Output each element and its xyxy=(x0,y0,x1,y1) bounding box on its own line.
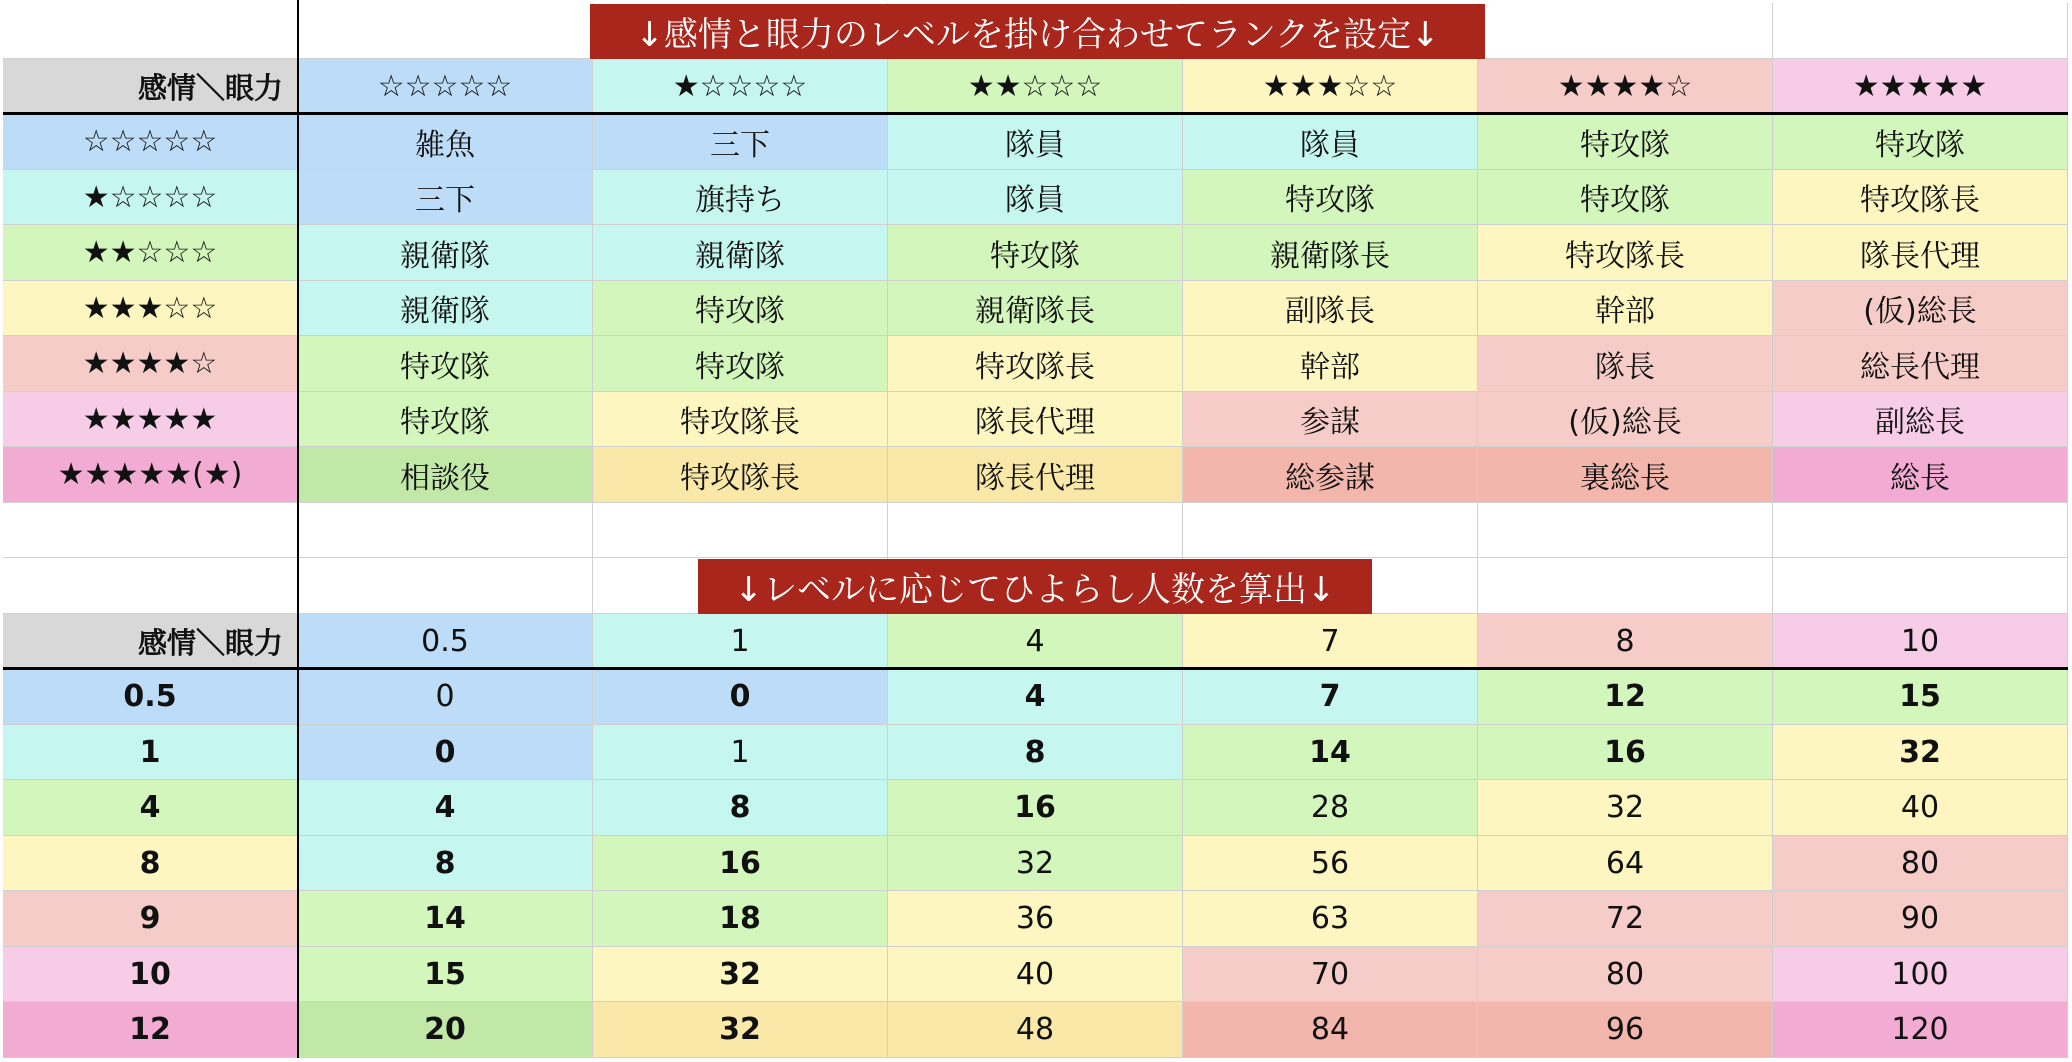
table-cell[interactable]: 裏総長 xyxy=(1478,447,1773,503)
table-cell[interactable]: 32 xyxy=(1773,725,2068,780)
table-cell[interactable]: 4 xyxy=(298,780,593,836)
empty-cell[interactable] xyxy=(593,503,888,558)
table-cell[interactable]: 特攻隊 xyxy=(593,281,888,336)
table-cell[interactable]: 参謀 xyxy=(1183,392,1478,447)
table-cell[interactable]: (仮)総長 xyxy=(1478,392,1773,447)
empty-cell[interactable] xyxy=(1183,503,1478,558)
table-cell[interactable]: 隊員 xyxy=(888,114,1183,170)
column-header[interactable]: ★★★★☆ xyxy=(1478,59,1773,114)
table-cell[interactable]: 4 xyxy=(888,669,1183,725)
table-cell[interactable]: 72 xyxy=(1478,891,1773,947)
row-header[interactable]: 1 xyxy=(3,725,298,780)
row-header[interactable]: 9 xyxy=(3,891,298,947)
table-cell[interactable]: 15 xyxy=(298,947,593,1002)
empty-cell[interactable] xyxy=(1478,558,1773,614)
table-cell[interactable]: 12 xyxy=(1478,669,1773,725)
row-header[interactable]: ★★★☆☆ xyxy=(3,281,298,336)
row-header[interactable]: ★★★★★ xyxy=(3,392,298,447)
table-cell[interactable]: 80 xyxy=(1773,836,2068,891)
table-cell[interactable]: 84 xyxy=(1183,1002,1478,1058)
table-cell[interactable]: 8 xyxy=(593,780,888,836)
table-cell[interactable]: 100 xyxy=(1773,947,2068,1002)
table-cell[interactable]: 15 xyxy=(1773,669,2068,725)
table-cell[interactable]: 特攻隊長 xyxy=(1478,225,1773,281)
table-cell[interactable]: 特攻隊 xyxy=(1478,114,1773,170)
table-cell[interactable]: 64 xyxy=(1478,836,1773,891)
table-cell[interactable]: 56 xyxy=(1183,836,1478,891)
table-cell[interactable]: 36 xyxy=(888,891,1183,947)
table-cell[interactable]: 96 xyxy=(1478,1002,1773,1058)
row-header[interactable]: ★★★★☆ xyxy=(3,336,298,392)
table-cell[interactable]: 48 xyxy=(888,1002,1183,1058)
column-header[interactable]: ★★★★★ xyxy=(1773,59,2068,114)
table-cell[interactable]: 総参謀 xyxy=(1183,447,1478,503)
column-header[interactable]: 0.5 xyxy=(298,614,593,669)
table-cell[interactable]: 隊長代理 xyxy=(888,392,1183,447)
row-header[interactable]: 10 xyxy=(3,947,298,1002)
table-cell[interactable]: 8 xyxy=(888,725,1183,780)
empty-cell[interactable] xyxy=(298,558,593,614)
rank-table-banner: ↓感情と眼力のレベルを掛け合わせてランクを設定↓ xyxy=(590,4,1485,59)
table-cell[interactable]: 副総長 xyxy=(1773,392,2068,447)
table-cell[interactable]: 隊員 xyxy=(1183,114,1478,170)
empty-cell[interactable] xyxy=(888,503,1183,558)
table-cell[interactable]: 70 xyxy=(1183,947,1478,1002)
table-cell[interactable]: 1 xyxy=(593,725,888,780)
table-cell[interactable]: 32 xyxy=(593,947,888,1002)
table-cell[interactable]: 親衛隊長 xyxy=(888,281,1183,336)
table-cell[interactable]: 特攻隊長 xyxy=(593,392,888,447)
table-cell[interactable]: 120 xyxy=(1773,1002,2068,1058)
table-cell[interactable]: 副隊長 xyxy=(1183,281,1478,336)
table-cell[interactable]: 雑魚 xyxy=(298,114,593,170)
table-cell[interactable]: 旗持ち xyxy=(593,170,888,225)
column-header[interactable]: 1 xyxy=(593,614,888,669)
row-header[interactable]: ★★★★★(★) xyxy=(3,447,298,503)
column-header[interactable]: 4 xyxy=(888,614,1183,669)
table-cell[interactable]: 0 xyxy=(298,725,593,780)
table-cell[interactable]: 特攻隊長 xyxy=(888,336,1183,392)
table-cell[interactable]: 親衛隊 xyxy=(298,225,593,281)
row-header[interactable]: 8 xyxy=(3,836,298,891)
column-divider xyxy=(297,0,299,1058)
empty-cell[interactable] xyxy=(1478,3,1773,59)
table-cell[interactable]: 0 xyxy=(298,669,593,725)
table-cell[interactable]: 32 xyxy=(888,836,1183,891)
table-cell[interactable]: 特攻隊長 xyxy=(1773,170,2068,225)
row-header[interactable]: ★☆☆☆☆ xyxy=(3,170,298,225)
table-cell[interactable]: 40 xyxy=(1773,780,2068,836)
table-cell[interactable]: 63 xyxy=(1183,891,1478,947)
empty-cell[interactable] xyxy=(1773,503,2068,558)
table-cell[interactable]: 親衛隊長 xyxy=(1183,225,1478,281)
table-cell[interactable]: 特攻隊 xyxy=(298,392,593,447)
table-cell[interactable]: 特攻隊 xyxy=(888,225,1183,281)
table-cell[interactable]: 総長 xyxy=(1773,447,2068,503)
table-cell[interactable]: 特攻隊 xyxy=(1773,114,2068,170)
table-cell[interactable]: 隊長 xyxy=(1478,336,1773,392)
table-cell[interactable]: 0 xyxy=(593,669,888,725)
empty-cell[interactable] xyxy=(1773,3,2068,59)
column-header[interactable]: 10 xyxy=(1773,614,2068,669)
table-cell[interactable]: 相談役 xyxy=(298,447,593,503)
table-cell[interactable]: 三下 xyxy=(298,170,593,225)
table-cell[interactable]: 18 xyxy=(593,891,888,947)
table-cell[interactable]: 幹部 xyxy=(1478,281,1773,336)
empty-cell[interactable] xyxy=(1773,558,2068,614)
table-cell[interactable]: 16 xyxy=(1478,725,1773,780)
table-cell[interactable]: 隊長代理 xyxy=(1773,225,2068,281)
row-header[interactable]: 12 xyxy=(3,1002,298,1058)
table-cell[interactable]: 7 xyxy=(1183,669,1478,725)
table-cell[interactable]: (仮)総長 xyxy=(1773,281,2068,336)
corner-header[interactable]: 感情＼眼力 xyxy=(3,614,298,669)
table-cell[interactable]: 20 xyxy=(298,1002,593,1058)
row-header[interactable]: 0.5 xyxy=(3,669,298,725)
table-cell[interactable]: 総長代理 xyxy=(1773,336,2068,392)
header-divider xyxy=(3,667,2068,670)
table-cell[interactable]: 40 xyxy=(888,947,1183,1002)
header-divider xyxy=(3,112,2068,115)
table-cell[interactable]: 特攻隊 xyxy=(298,336,593,392)
table-cell[interactable]: 特攻隊 xyxy=(1478,170,1773,225)
table-cell[interactable]: 32 xyxy=(1478,780,1773,836)
column-header[interactable]: ☆☆☆☆☆ xyxy=(298,59,593,114)
table-cell[interactable]: 16 xyxy=(888,780,1183,836)
table-cell[interactable]: 特攻隊 xyxy=(593,336,888,392)
column-header[interactable]: ★★★☆☆ xyxy=(1183,59,1478,114)
table-cell[interactable]: 幹部 xyxy=(1183,336,1478,392)
table-cell[interactable]: 特攻隊長 xyxy=(593,447,888,503)
table-cell[interactable]: 80 xyxy=(1478,947,1773,1002)
row-header[interactable]: ★★☆☆☆ xyxy=(3,225,298,281)
table-cell[interactable]: 90 xyxy=(1773,891,2068,947)
table-cell[interactable]: 8 xyxy=(298,836,593,891)
table-cell[interactable]: 14 xyxy=(298,891,593,947)
column-header[interactable]: ★★☆☆☆ xyxy=(888,59,1183,114)
table-cell[interactable]: 親衛隊 xyxy=(593,225,888,281)
table-cell[interactable]: 16 xyxy=(593,836,888,891)
row-header[interactable]: ☆☆☆☆☆ xyxy=(3,114,298,170)
column-header[interactable]: ★☆☆☆☆ xyxy=(593,59,888,114)
empty-cell[interactable] xyxy=(298,503,593,558)
empty-cell[interactable] xyxy=(3,503,298,558)
table-cell[interactable]: 三下 xyxy=(593,114,888,170)
table-cell[interactable]: 親衛隊 xyxy=(298,281,593,336)
table-cell[interactable]: 28 xyxy=(1183,780,1478,836)
row-header[interactable]: 4 xyxy=(3,780,298,836)
corner-header[interactable]: 感情＼眼力 xyxy=(3,59,298,114)
table-cell[interactable]: 隊長代理 xyxy=(888,447,1183,503)
empty-cell[interactable] xyxy=(3,3,298,59)
column-header[interactable]: 7 xyxy=(1183,614,1478,669)
empty-cell[interactable] xyxy=(1478,503,1773,558)
table-cell[interactable]: 隊員 xyxy=(888,170,1183,225)
table-cell[interactable]: 特攻隊 xyxy=(1183,170,1478,225)
empty-cell[interactable] xyxy=(298,3,593,59)
table-cell[interactable]: 32 xyxy=(593,1002,888,1058)
empty-cell[interactable] xyxy=(3,558,298,614)
count-table-banner: ↓レベルに応じてひよらし人数を算出↓ xyxy=(698,559,1372,614)
table-cell[interactable]: 14 xyxy=(1183,725,1478,780)
column-header[interactable]: 8 xyxy=(1478,614,1773,669)
